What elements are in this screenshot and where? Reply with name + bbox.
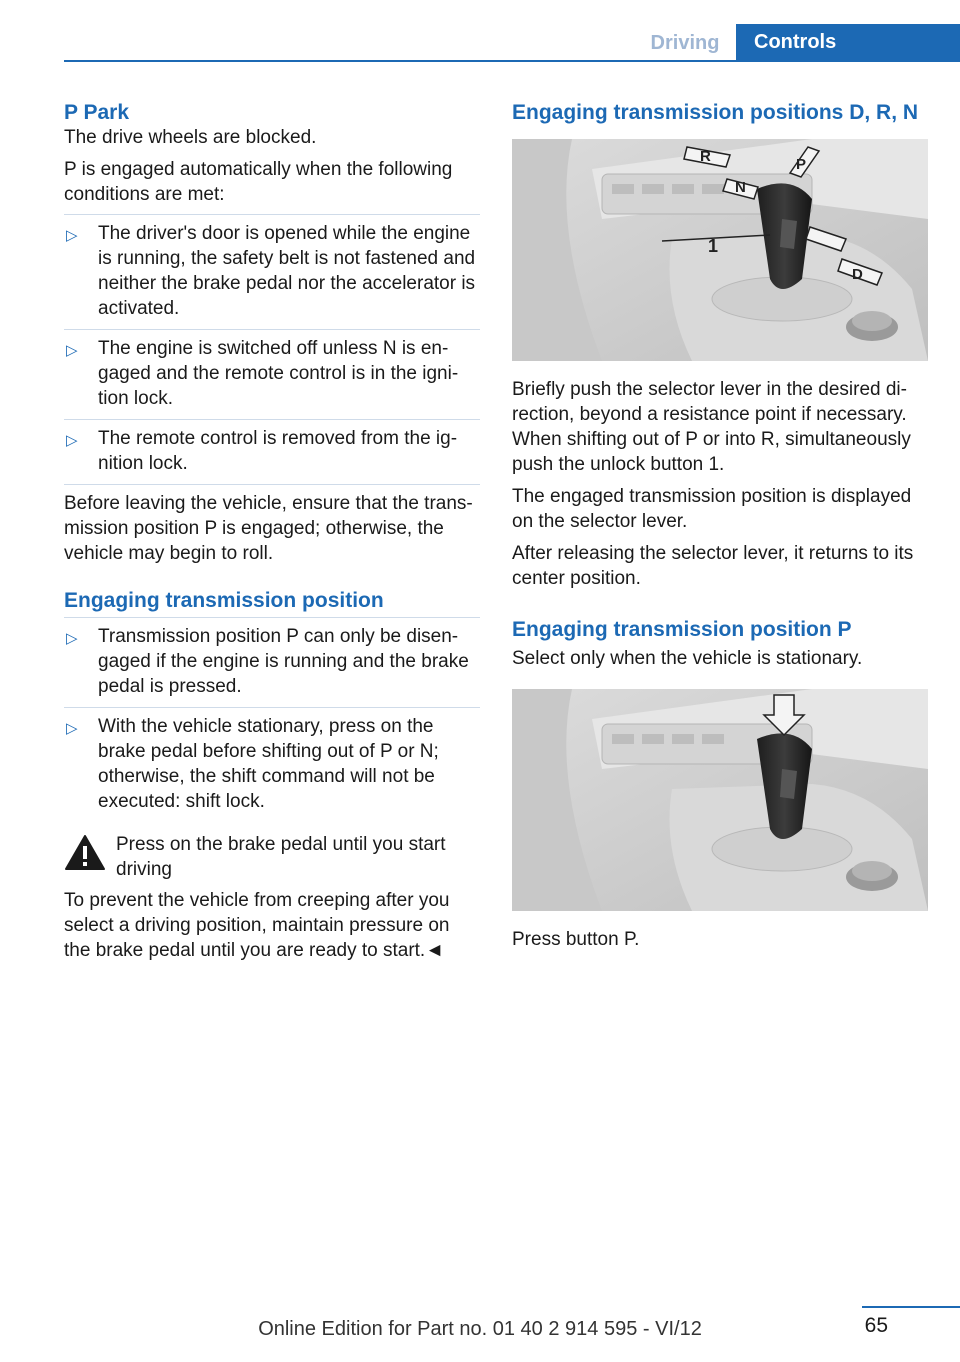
list-item: ▷ The driver's door is opened while the engine is running, the safety belt is not fastened and neither the brake pedal nor the accelerator is activated. — [64, 214, 480, 330]
left-column — [64, 100, 480, 970]
fig1-label-p: P — [796, 156, 807, 173]
header-rule — [64, 60, 960, 62]
drn-paragraph-2: The engaged transmission position is displayed on the selector lever. — [512, 486, 912, 532]
triangle-bullet-icon: ▷ — [66, 432, 78, 449]
list-item: ▷ Transmission position P can only be disen-gaged if the engine is running and the brake pedal is pressed. — [64, 617, 480, 708]
drn-heading: Engaging transmission positions D, R, N — [512, 101, 919, 124]
page-number-rule — [862, 1306, 960, 1308]
triangle-bullet-icon: ▷ — [66, 227, 78, 244]
park-paragraph-3: Before leaving the vehicle, ensure that the trans-mission position P is engaged; otherwise, the vehicle may begin to roll. — [64, 493, 473, 564]
list-item: ▷ The remote control is removed from the ig-nition lock. — [64, 420, 480, 485]
fig1-label-d: D — [852, 266, 863, 283]
header-section-tab[interactable]: Driving — [650, 32, 720, 54]
list-item: ▷ With the vehicle stationary, press on the brake pedal before shifting out of P or N; otherwise, the shift command will not be executed: shift lock. — [66, 716, 439, 812]
selector-lever-figure-p — [512, 689, 928, 911]
fig1-label-r: R — [700, 148, 711, 165]
page-number: 65 — [864, 1314, 888, 1337]
park-paragraph-1: The drive wheels are blocked. — [64, 127, 317, 148]
warning-block — [64, 832, 480, 882]
closing-paragraph: To prevent the vehicle from creeping after you select a driving position, maintain pressure on the brake pedal until you are ready to start.◄ — [64, 890, 450, 961]
park-conditions-list — [64, 214, 480, 485]
footer-edition: Online Edition for Part no. 01 40 2 914 595 - VI/12 — [258, 1318, 702, 1340]
warning-triangle-icon — [64, 834, 106, 871]
engage-heading: Engaging transmission position — [64, 589, 384, 612]
selector-lever-figure-drn — [512, 139, 928, 361]
engage-list — [64, 617, 480, 822]
park-paragraph-2: P is engaged automatically when the following conditions are met: — [64, 159, 453, 205]
park-heading: P Park — [64, 101, 129, 124]
triangle-bullet-icon: ▷ — [66, 630, 78, 647]
fig1-label-n: N — [735, 179, 746, 196]
triangle-bullet-icon: ▷ — [66, 720, 78, 737]
warning-text: Press on the brake pedal until you start driving — [116, 834, 446, 880]
list-item: ▷ The engine is switched off unless N is en-gaged and the remote control is in the igni-tion lock. — [64, 330, 480, 420]
p-paragraph-1: Select only when the vehicle is stationary. — [512, 648, 863, 669]
drn-paragraph-3: After releasing the selector lever, it returns to its center position. — [512, 543, 914, 589]
p-paragraph-2: Press button P. — [512, 929, 640, 950]
triangle-bullet-icon: ▷ — [66, 342, 78, 359]
header-chapter-tab[interactable]: Controls — [736, 24, 960, 61]
p-heading: Engaging transmission position P — [512, 618, 852, 641]
drn-paragraph-1: Briefly push the selector lever in the desired di-rection, beyond a resistance point if necessary. When shifting out of P or into R, simultaneously push the unlock button 1. — [512, 379, 911, 475]
fig1-label-1: 1 — [708, 236, 719, 256]
right-column — [512, 100, 928, 959]
